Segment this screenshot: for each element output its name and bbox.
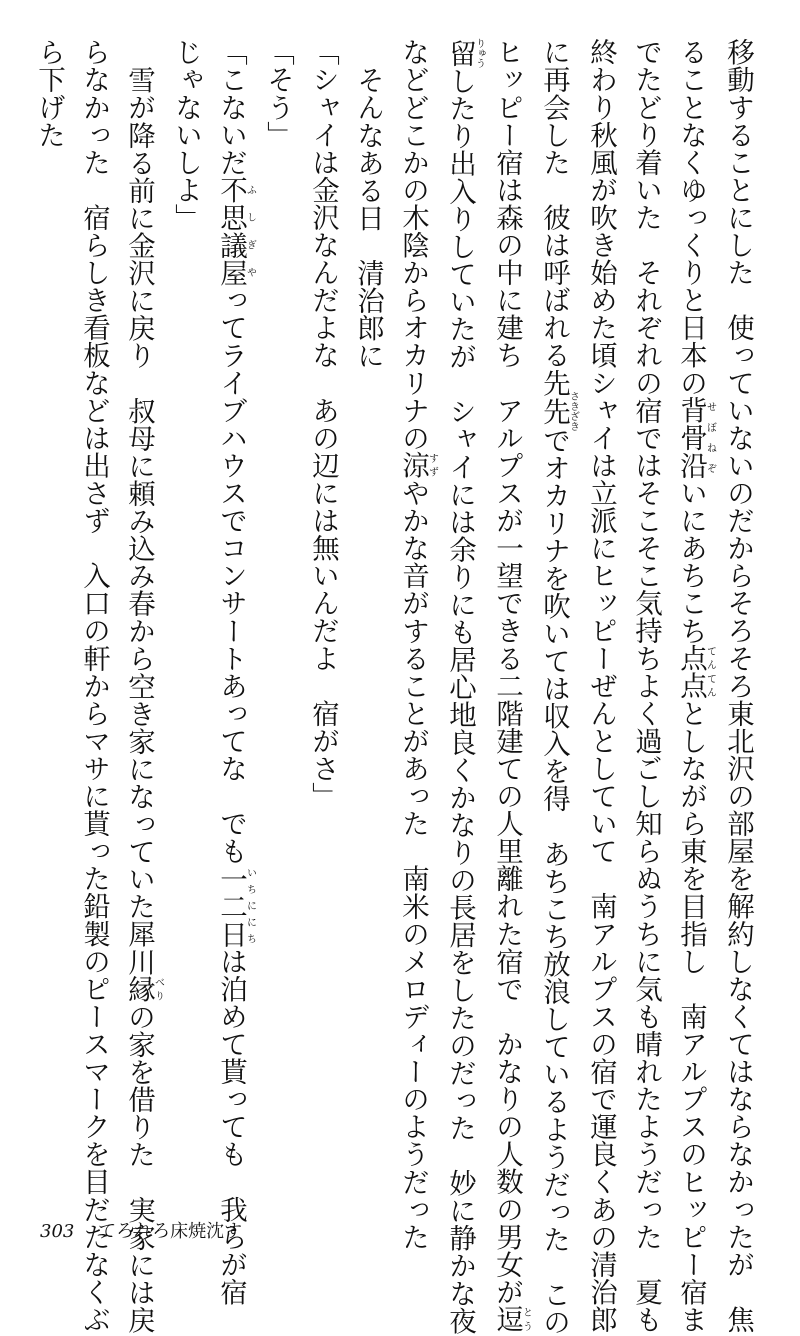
text-segment: 雪が降る前に金沢に戻り 叔母に頼み込み春から空き家になっていた犀川	[123, 65, 155, 975]
running-title: てろれろ床焼沈す	[98, 1221, 243, 1242]
text-segment: したり出入りしていたが シャイには余りにも居心地良くかなりの長居をしたのだった 妙に静かな夜	[444, 66, 476, 1335]
text-line: ら下げた	[33, 38, 65, 149]
text-line	[116, 38, 164, 1333]
text-line	[390, 38, 438, 1251]
text-segment: などどこかの木陰からオカリナの	[397, 38, 429, 452]
ruby-base: 一二日	[215, 864, 247, 948]
text-segment: の家を借りた 実家には戻	[123, 1002, 155, 1333]
dialogue-line: じゃないしよ」	[170, 38, 202, 231]
text-segment: ってライブハウスでコンサートあってな でも	[215, 285, 247, 865]
ruby-base: 縁	[123, 974, 155, 1003]
text-line: 移動することにした 使っていないのだからそろそろ東北沢の部屋を解約しなくてはならなかったが 焦	[722, 38, 754, 1333]
ruby-base: 点点	[675, 644, 707, 700]
text-segment: ることなくゆっくりと日本の	[675, 38, 707, 397]
ruby-reading: ふしぎや	[244, 175, 256, 286]
text-line: らなかった 宿らしき看板などは出さず 入口の軒からマサに貰った鉛製のピースマークを目だたなくぶ	[78, 38, 110, 1333]
ruby-reading: さきざき	[567, 391, 579, 432]
text-segment: いにあちこち	[675, 478, 707, 645]
text-line: そんなある日 清治郎に	[352, 65, 384, 369]
text-segment: やかな音がすることがあった 南米のメロディーのようだった	[397, 478, 429, 1251]
text-line	[484, 38, 532, 1333]
ruby-word	[397, 451, 438, 479]
ruby-reading: べり	[152, 974, 164, 1003]
ruby-word	[538, 391, 579, 432]
ruby-base: 逗	[491, 1305, 523, 1333]
ruby-word	[675, 644, 716, 700]
text-line: 終わり秋風が吹き始めた頃シャイは立派にヒッピーぜんとしていて 南アルプスの宿で運良くあの清治郎	[585, 38, 617, 1333]
text-segment: に再会した 彼は呼ばれる先	[538, 38, 570, 397]
ruby-reading: せぼねぞ	[704, 396, 716, 479]
ruby-word	[215, 864, 256, 948]
text-segment: ヒッピー宿は森の中に建ち アルプスが一望できる二階建ての人里離れた宿で かなりの人数の男女が	[491, 38, 523, 1306]
ruby-reading: いちににち	[244, 864, 256, 948]
ruby-base: 背骨沿	[675, 396, 707, 479]
dialogue-line	[208, 38, 256, 1306]
text-line	[531, 38, 579, 1336]
dialogue-line: 「シャイは金沢なんだよな あの辺には無いんだよ 宿がさ」	[307, 38, 339, 810]
ruby-reading: てんてん	[704, 644, 716, 700]
text-segment: は泊めて貰っても 我らが宿	[215, 947, 247, 1306]
text-segment: としながら東を目指し 南アルプスのヒッピー宿ま	[675, 699, 707, 1333]
ruby-word	[491, 1305, 532, 1333]
ruby-reading: すず	[426, 451, 438, 479]
ruby-base: 留	[444, 38, 476, 69]
ruby-base: 先	[538, 391, 570, 432]
page-footer	[40, 1217, 242, 1243]
text-segment: 「こないだ	[215, 38, 247, 176]
ruby-word	[123, 974, 164, 1003]
ruby-base: 不思議屋	[215, 175, 247, 286]
text-line	[668, 38, 716, 1333]
page-number: 303	[40, 1221, 75, 1242]
text-line: でたどり着いた それぞれの宿ではそこそこ気持ちよく過ごし知らぬうちに気も晴れたようだった 夏も	[630, 38, 662, 1333]
ruby-base: 涼	[397, 451, 429, 479]
ruby-word	[215, 175, 256, 286]
ruby-word	[675, 396, 716, 479]
text-line	[437, 38, 485, 1335]
ruby-word	[444, 38, 485, 69]
ruby-reading: りゅう	[473, 38, 485, 69]
text-segment: でオカリナを吹いては収入を得 あちこち放浪しているようだった この	[538, 426, 570, 1336]
ruby-reading: とう	[520, 1305, 532, 1333]
dialogue-line: 「そう」	[262, 38, 294, 149]
